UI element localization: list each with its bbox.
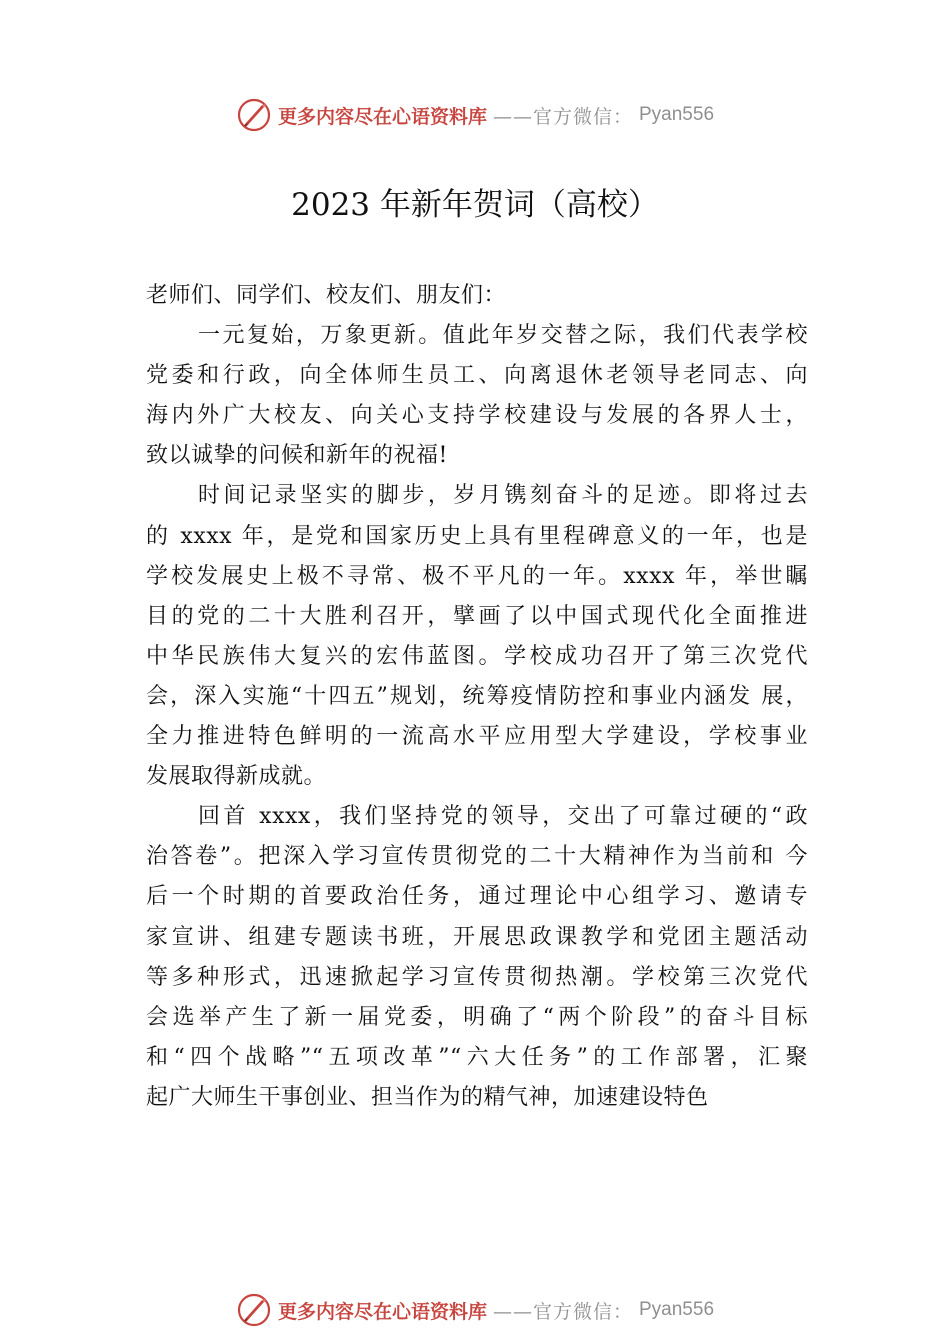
body-line: 回首 xxxx，我们坚持党的领导，交出了可靠过硬的“政: [198, 804, 808, 830]
body-line: 家宣讲、组建专题读书班，开展思政课教学和党团主题活动: [146, 924, 808, 950]
quill-pen-logo-icon: [236, 97, 272, 133]
body-line: 会选举产生了新一届党委，明确了“两个阶段”的奋斗目标: [146, 1004, 808, 1030]
quill-pen-logo-icon: [236, 1292, 272, 1328]
body-line: 发展取得新成就。: [146, 764, 327, 790]
body-line: 时间记录坚实的脚步，岁月镌刻奋斗的足迹。即将过去: [198, 483, 808, 509]
body-line: 治答卷”。把深入学习宣传贯彻党的二十大精神作为当前和 今: [146, 844, 808, 870]
body-line: 起广大师生干事创业、担当作为的精气神，加速建设特色: [146, 1084, 709, 1110]
salutation-line: 老师们、同学们、校友们、朋友们：: [146, 283, 507, 308]
body-line: 致以诚挚的问候和新年的祝福!: [146, 443, 448, 469]
body-line: 中华民族伟大复兴的宏伟蓝图。学校成功召开了第三次党代: [146, 643, 808, 669]
document-title: 2023 年新年贺词（高校）: [291, 187, 659, 223]
watermark-brand-text: 更多内容尽在心语资料库: [277, 105, 487, 128]
body-line: 的 xxxx 年，是党和国家历史上具有里程碑意义的一年，也是: [146, 523, 808, 549]
body-line: 和“四个战略”“五项改革”“六大任务”的工作部署，汇聚: [146, 1044, 808, 1070]
body-line: 会，深入实施“十四五”规划，统筹疫情防控和事业内涵发 展，: [146, 683, 808, 709]
watermark-wechat-id: Pyan556: [639, 104, 715, 125]
watermark-separator: ——官方微信：: [492, 1300, 633, 1323]
body-line: 等多种形式，迅速掀起学习宣传贯彻热潮。学校第三次党代: [146, 964, 808, 990]
body-line: 党委和行政，向全体师生员工、向离退休老领导老同志、向: [146, 363, 808, 389]
watermark-wechat-id: Pyan556: [639, 1299, 715, 1320]
body-line: 目的党的二十大胜利召开，擘画了以中国式现代化全面推进: [146, 603, 808, 629]
body-line: 学校发展史上极不寻常、极不平凡的一年。xxxx 年，举世瞩: [146, 563, 808, 589]
watermark-separator: ——官方微信：: [492, 105, 633, 128]
body-line: 一元复始，万象更新。值此年岁交替之际，我们代表学校: [198, 323, 808, 349]
watermark-footer: [0, 1290, 950, 1330]
body-line: 海内外广大校友、向关心支持学校建设与发展的各界人士，: [146, 403, 808, 429]
body-line: 全力推进特色鲜明的一流高水平应用型大学建设，学校事业: [146, 724, 808, 750]
watermark-brand-text: 更多内容尽在心语资料库: [277, 1300, 487, 1323]
document-body: [146, 276, 808, 1118]
watermark-header: [0, 95, 950, 135]
body-line: 后一个时期的首要政治任务，通过理论中心组学习、邀请专: [146, 884, 808, 910]
